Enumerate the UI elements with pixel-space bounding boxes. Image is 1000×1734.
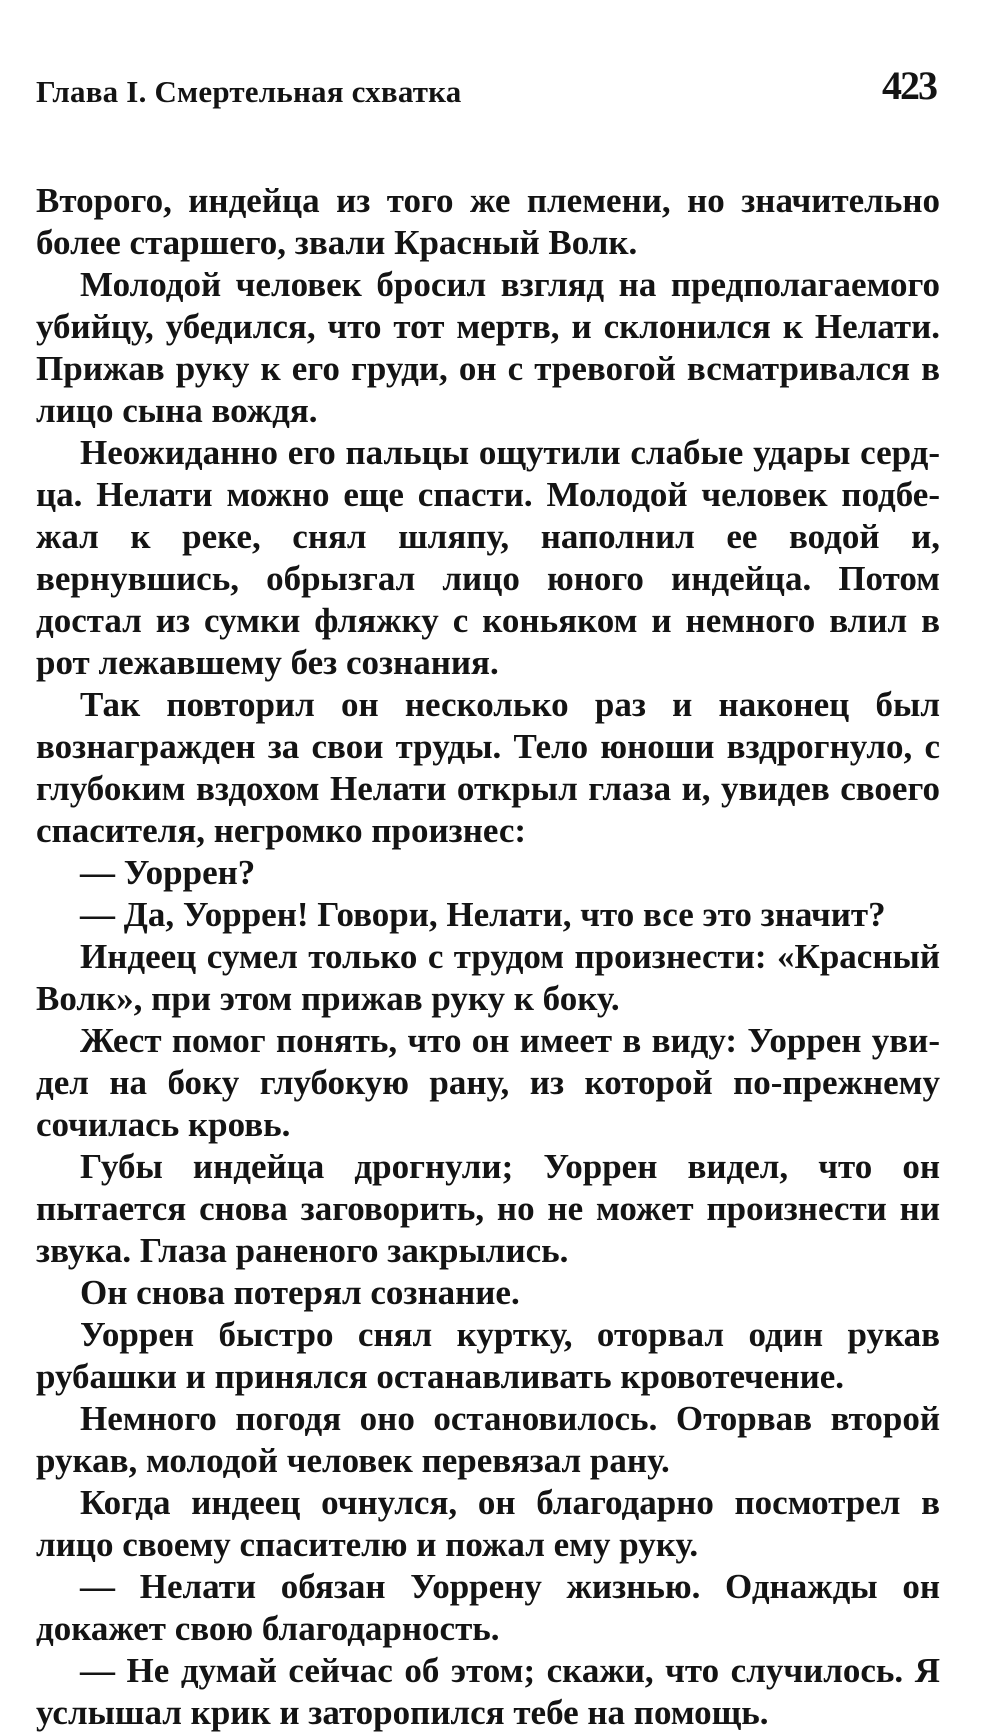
paragraph: Так повторил он несколько раз и наконец был вознагражден за свои труды. Тело юноши вздрогнуло, с глубоким вздохом Нелати открыл глаза и, увидев своего спасителя, негромко произнес: [36,685,940,850]
paragraph: Уоррен быстро снял куртку, оторвал один рукав рубашки и принялся останавливать кровотечение. [36,1315,940,1396]
paragraph: Он снова потерял сознание. [80,1273,520,1312]
paragraph: Жест помог понять, что он имеет в виду: Уоррен увидел на боку глубокую рану, из которой по-прежнему сочилась кровь. [36,1021,940,1144]
paragraph: Губы индейца дрогнули; Уоррен видел, что он пытается снова заговорить, но не может произнести ни звука. Глаза раненого закрылись. [36,1147,940,1270]
book-page [36,52,940,1732]
running-head [36,52,940,132]
dialogue-line: — Да, Уоррен! Говори, Нелати, что все это значит? [80,895,886,934]
paragraph: Немного погодя оно остановилось. Оторвав второй рукав, молодой человек перевязал рану. [36,1399,940,1480]
paragraph: Неожиданно его пальцы ощутили слабые удары сердца. Нелати можно еще спасти. Молодой человек подбежал к реке, снял шляпу, наполнил ее водой и, вернувшись, обрызгал лицо юного индейца. Потом достал из сумки фляжку с коньяком и немного влил в рот лежавшему без сознания. [36,433,940,682]
body-text [36,180,940,1734]
dialogue-line: — Нелати обязан Уоррену жизнью. Однажды он докажет свою благодарность. [36,1567,940,1648]
dialogue-line: — Не думай сейчас об этом; скажи, что случилось. Я услышал крик и заторопился тебе на помощь. [36,1651,940,1732]
paragraph: Молодой человек бросил взгляд на предполагаемого убийцу, убедился, что тот мертв, и склонился к Нелати. Прижав руку к его груди, он с тревогой всматривался в лицо сына вождя. [36,265,940,430]
dialogue-line: — Уоррен? [80,853,256,892]
page-number: 423 [882,63,936,108]
chapter-title: Глава I. Смертельная схватка [36,74,462,109]
paragraph: Второго, индейца из того же племени, но значительно более старшего, звали Красный Волк. [36,181,940,262]
paragraph: Индеец сумел только с трудом произнести: «Красный Волк», при этом прижав руку к боку. [36,937,940,1018]
paragraph: Когда индеец очнулся, он благодарно посмотрел в лицо своему спасителю и пожал ему руку. [36,1483,940,1564]
